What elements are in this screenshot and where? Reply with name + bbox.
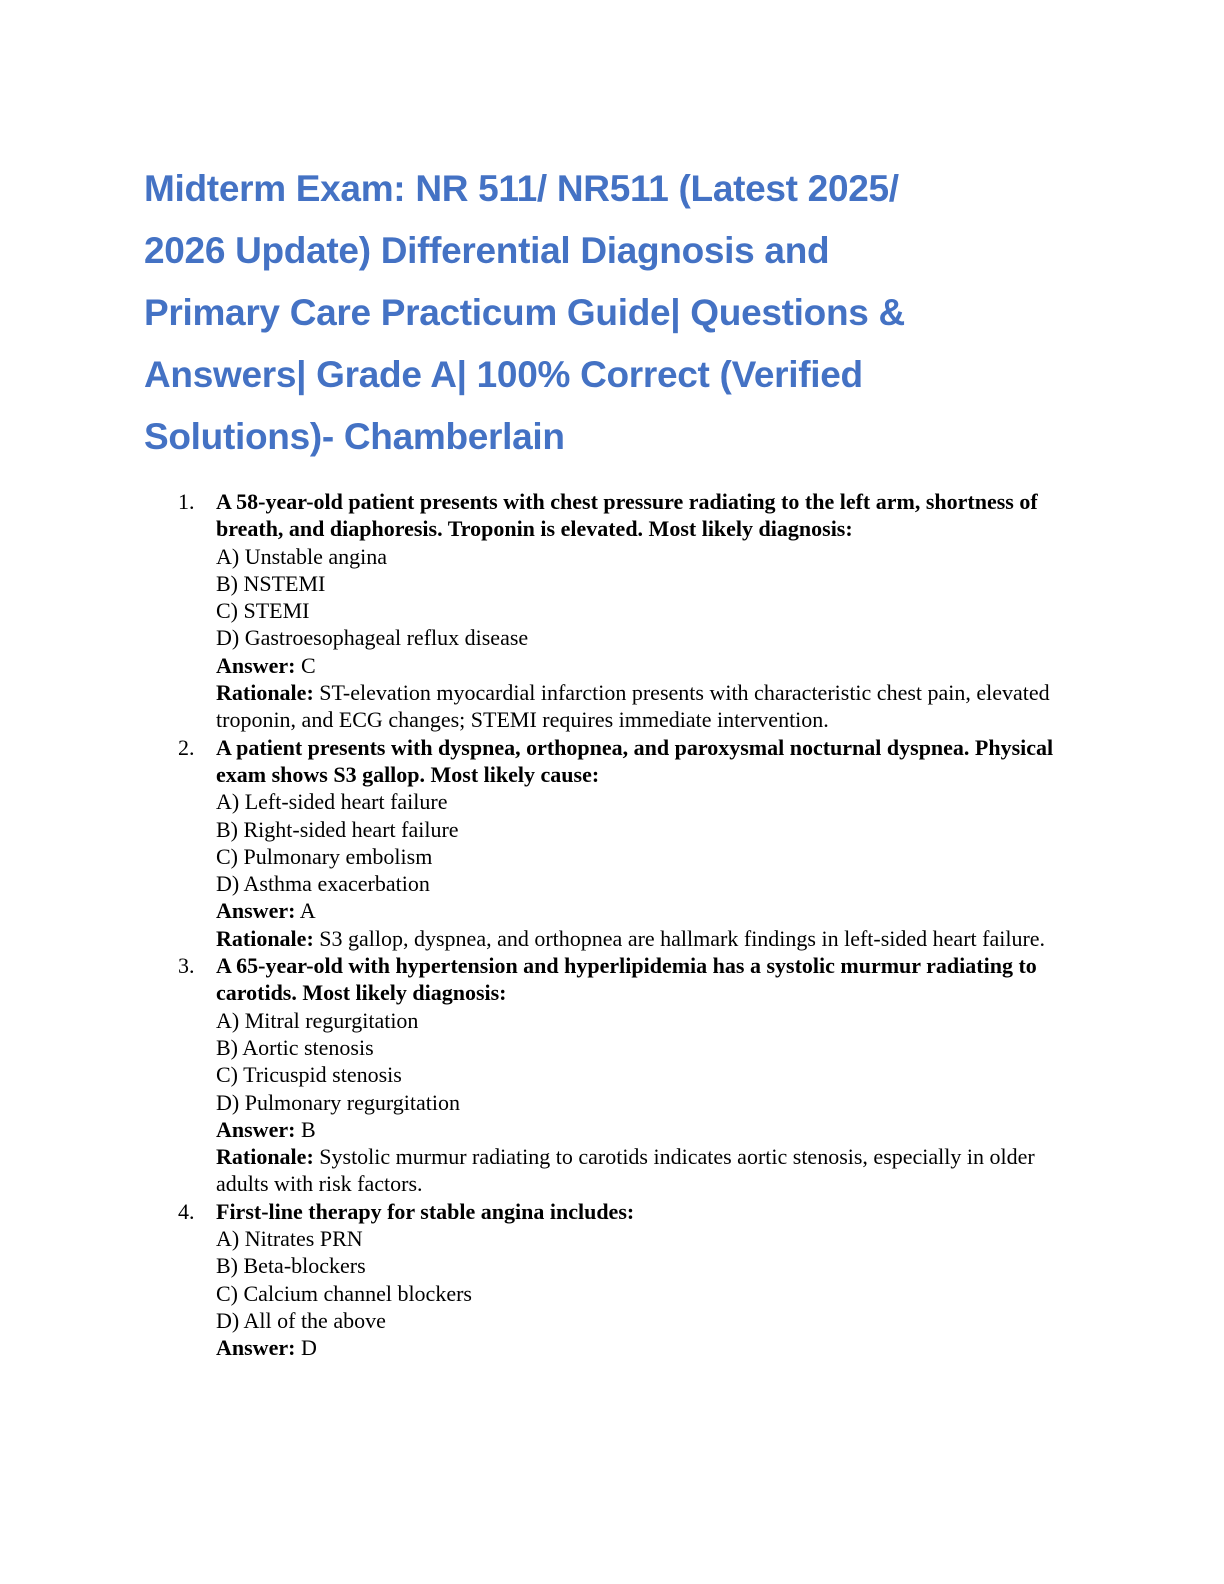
option-line: A) Nitrates PRN [216,1226,363,1252]
document-title-line: Midterm Exam: NR 511/ NR511 (Latest 2025/ [144,168,899,209]
rationale-label: Rationale: [216,925,314,951]
rationale-label: Rationale: [216,680,314,706]
answer-value: B [295,1116,316,1142]
rationale-text: ST-elevation myocardial infarction presents with characteristic chest pain, elevated troponin, and ECG changes; STEMI requires immediate intervention. [216,680,1050,733]
question-number: 2. [178,734,195,760]
answer-value: D [295,1335,317,1361]
answer-line [216,897,1080,924]
option-line: B) Aortic stenosis [216,1034,374,1060]
question-body [216,488,1080,734]
question-number: 3. [178,953,195,979]
question-body [216,952,1080,1198]
answer-label: Answer: [216,1335,296,1361]
answer-line [216,652,1080,679]
option-line: D) Pulmonary regurgitation [216,1089,460,1115]
answer-value: C [295,652,316,678]
answer-label: Answer: [216,652,296,678]
rationale-line [216,1143,1080,1198]
question-text: A 58-year-old patient presents with chest pressure radiating to the left arm, shortness of breath, and diaphoresis. Troponin is elevated. Most likely diagnosis: [216,489,1038,542]
rationale-line [216,925,1080,952]
rationale-line [216,679,1080,734]
option-line: D) Gastroesophageal reflux disease [216,625,529,651]
option-line: D) Asthma exacerbation [216,871,430,897]
option-line: B) NSTEMI [216,570,326,596]
question-item [144,488,1080,734]
question-text: First-line therapy for stable angina includes: [216,1198,635,1224]
answer-line [216,1116,1080,1143]
option-line: C) Calcium channel blockers [216,1280,472,1306]
question-body [216,1198,1080,1362]
question-number: 1. [178,489,195,514]
option-line: A) Unstable angina [216,543,388,569]
document-title-line: Primary Care Practicum Guide| Questions & [144,292,905,333]
option-line: C) Tricuspid stenosis [216,1062,402,1088]
question-list [144,488,1080,1362]
option-line: B) Right-sided heart failure [216,816,459,842]
option-line: A) Mitral regurgitation [216,1007,419,1033]
option-line: A) Left-sided heart failure [216,789,448,815]
answer-line [216,1334,1080,1361]
answer-label: Answer: [216,1116,296,1142]
question-item [144,1198,1080,1362]
option-line: C) STEMI [216,598,310,624]
document-title-line: Answers| Grade A| 100% Correct (Verified [144,354,863,395]
rationale-label: Rationale: [216,1144,314,1170]
rationale-text: S3 gallop, dyspnea, and orthopnea are hallmark findings in left-sided heart failure. [313,925,1046,951]
option-line: C) Pulmonary embolism [216,843,433,869]
answer-value: A [295,898,316,924]
question-number: 4. [178,1198,195,1224]
document-title [144,158,1104,468]
answer-label: Answer: [216,898,296,924]
document-title-line: Solutions)- Chamberlain [144,416,565,457]
rationale-text: Systolic murmur radiating to carotids indicates aortic stenosis, especially in older adults with risk factors. [216,1144,1035,1197]
question-item [144,952,1080,1198]
option-line: D) All of the above [216,1307,386,1333]
option-line: B) Beta-blockers [216,1253,366,1279]
question-body [216,734,1080,952]
question-text: A patient presents with dyspnea, orthopnea, and paroxysmal nocturnal dyspnea. Physical exam shows S3 gallop. Most likely cause: [216,734,1054,787]
question-text: A 65-year-old with hypertension and hyperlipidemia has a systolic murmur radiating to carotids. Most likely diagnosis: [216,953,1037,1006]
question-item [144,734,1080,952]
document-title-line: 2026 Update) Differential Diagnosis and [144,230,830,271]
